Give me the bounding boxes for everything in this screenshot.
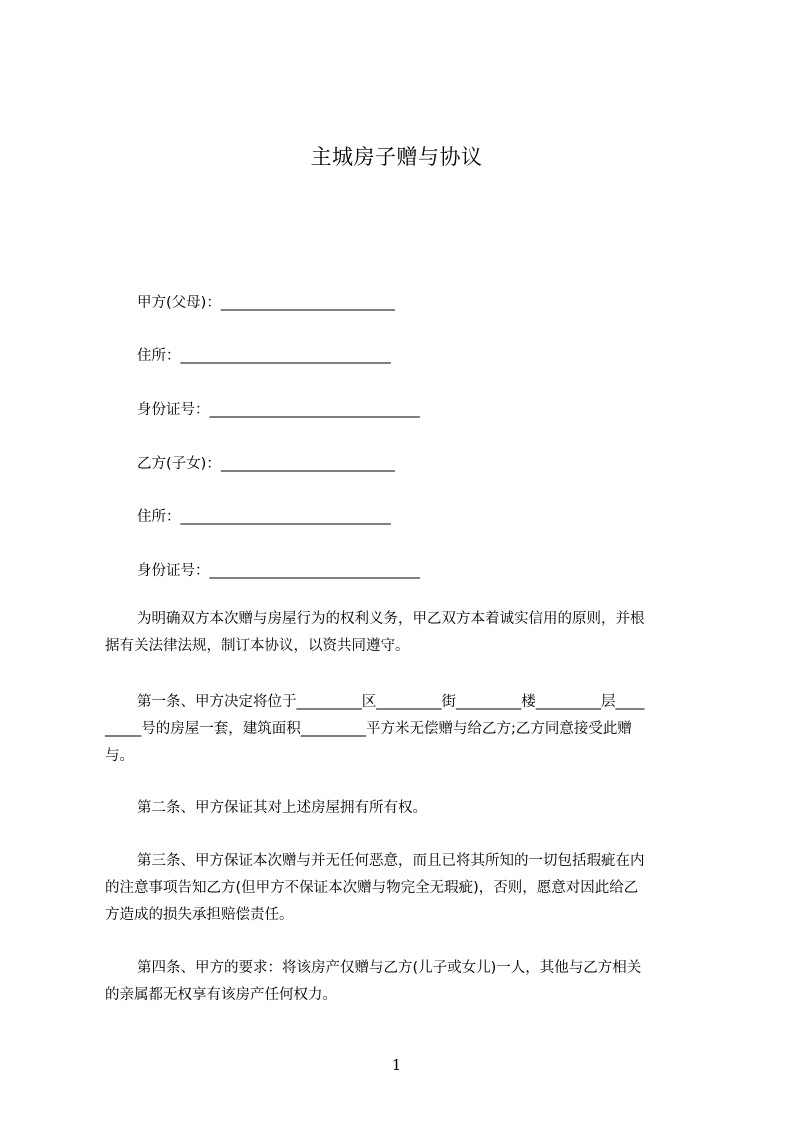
paragraph-line: 为明确双方本次赠与房屋行为的权利义务，甲乙双方本着诚实信用的原则，并根	[137, 611, 645, 627]
paragraph-line: 的注意事项告知乙方(但甲方不保证本次赠与物完全无瑕疵)，否则，愿意对因此给乙	[105, 880, 639, 896]
paragraph-line: _____号的房屋一套，建筑面积_________平方米无偿赠与给乙方;乙方同意接受此赠	[105, 721, 632, 737]
party-a-id-blank: _____________________________	[209, 402, 420, 418]
paragraph-line: 第三条、甲方保证本次赠与并无任何恶意，而且已将其所知的一切包括瑕疵在内	[137, 853, 645, 869]
party-b-field	[137, 454, 395, 474]
document-title: 主城房子赠与协议	[310, 145, 483, 169]
party-b-id-label: 身份证号：	[137, 563, 210, 579]
party-a-field	[137, 293, 395, 313]
page-number: 1	[391, 1056, 402, 1074]
party-a-blank: ________________________	[220, 295, 395, 311]
party-b-address-label: 住所：	[137, 509, 181, 525]
party-a-label: 甲方(父母)：	[137, 295, 221, 311]
paragraph-line: 与。	[105, 748, 134, 764]
party-b-address-field	[137, 507, 391, 527]
paragraph-line: 第一条、甲方决定将位于_________区_________街_________楼_________层____	[137, 694, 645, 710]
preamble-paragraph	[105, 606, 705, 660]
party-b-blank: ________________________	[220, 456, 395, 472]
article-2-paragraph	[105, 795, 705, 822]
party-a-id-label: 身份证号：	[137, 402, 210, 418]
paragraph-line: 的亲属都无权享有该房产任何权力。	[105, 987, 337, 1003]
party-a-address-blank: _____________________________	[180, 348, 391, 364]
paragraph-line: 第四条、甲方的要求：将该房产仅赠与乙方(儿子或女儿)一人，其他与乙方相关	[137, 960, 642, 976]
paragraph-line: 方造成的损失承担赔偿责任。	[105, 907, 294, 923]
party-a-id-field	[137, 400, 420, 420]
party-b-label: 乙方(子女)：	[137, 456, 221, 472]
article-4-paragraph	[105, 955, 705, 1009]
party-b-id-field	[137, 561, 420, 581]
party-b-address-blank: _____________________________	[180, 509, 391, 525]
article-1-paragraph	[105, 689, 705, 770]
paragraph-line: 据有关法律法规，制订本协议，以资共同遵守。	[105, 638, 410, 654]
article-3-paragraph	[105, 848, 705, 929]
party-a-address-label: 住所：	[137, 348, 181, 364]
party-b-id-blank: _____________________________	[209, 563, 420, 579]
paragraph-line: 第二条、甲方保证其对上述房屋拥有所有权。	[137, 800, 427, 816]
party-a-address-field	[137, 346, 391, 366]
